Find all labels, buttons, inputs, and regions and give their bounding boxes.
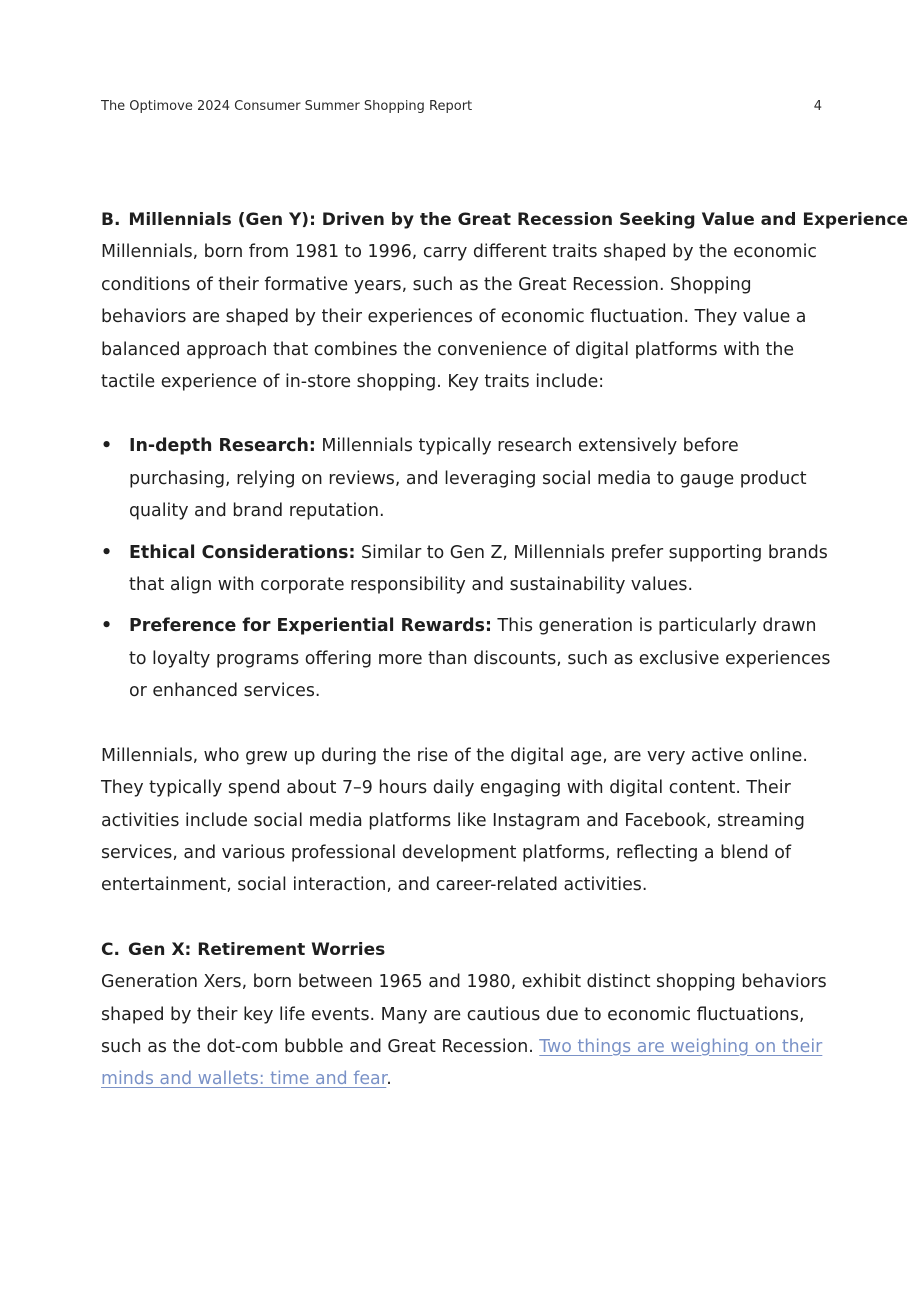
section-c-paragraph bbox=[101, 966, 837, 1096]
bullet-icon: • bbox=[101, 436, 113, 457]
trait-term: Ethical Considerations: bbox=[129, 542, 356, 563]
trait-term: In-depth Research: bbox=[129, 436, 316, 457]
section-c-period: . bbox=[386, 1069, 392, 1090]
section-c-heading bbox=[101, 934, 837, 966]
section-b-intro: Millennials, born from 1981 to 1996, carry different traits shaped by the economic conditions of their formative years, such as the Great Recession. Shopping behaviors are shaped by their experiences of economic fluctuation. They value a balanced approach that combines the convenience of digital platforms with the tactile experience of in-store shopping. Key traits include: bbox=[101, 242, 817, 393]
trait-text: Millennials typically research extensively before purchasing, relying on reviews, and leveraging social media to gauge product quality and brand reputation. bbox=[129, 436, 807, 522]
list-item bbox=[101, 610, 837, 707]
section-b-letter: B. bbox=[101, 210, 121, 230]
bullet-icon: • bbox=[101, 616, 113, 637]
section-c-letter: C. bbox=[101, 939, 120, 960]
page-header bbox=[101, 97, 822, 117]
time-and-fear-link[interactable]: Two things are weighing on their minds and wallets: time and fear bbox=[101, 1036, 823, 1090]
page-number: 4 bbox=[813, 99, 822, 114]
section-b-title: Millennials (Gen Y): Driven by the Great Recession Seeking Value and Experience bbox=[128, 210, 909, 230]
bullet-icon: • bbox=[101, 542, 113, 563]
section-b-heading bbox=[101, 204, 909, 236]
list-item bbox=[101, 430, 837, 527]
traits-list bbox=[101, 430, 837, 707]
online-activity-paragraph: Millennials, who grew up during the rise of the digital age, are very active online. They typically spend about 7–9 hours daily engaging with digital content. Their activities include social media platforms like Instagram and Facebook, streaming services, and various professional development platforms, reflecting a blend of entertainment, social interaction, and career-related activities. bbox=[101, 745, 808, 896]
trait-term: Preference for Experiential Rewards: bbox=[129, 616, 492, 637]
list-item bbox=[101, 537, 837, 602]
document-body bbox=[101, 204, 909, 1096]
section-c-body: Generation Xers, born between 1965 and 1980, exhibit distinct shopping behaviors shaped by their key life events. Many are cautious due to economic fluctuations, such as the dot-com bubble and Great Recession. bbox=[101, 972, 827, 1057]
trait-text: This generation is particularly drawn to loyalty programs offering more than discounts, such as exclusive experiences or enhanced services. bbox=[129, 616, 831, 702]
section-c-title: Gen X: Retirement Worries bbox=[127, 939, 386, 960]
trait-text: Similar to Gen Z, Millennials prefer supporting brands that align with corporate responsibility and sustainability values. bbox=[129, 542, 828, 596]
report-title: The Optimove 2024 Consumer Summer Shopping Report bbox=[101, 99, 473, 114]
